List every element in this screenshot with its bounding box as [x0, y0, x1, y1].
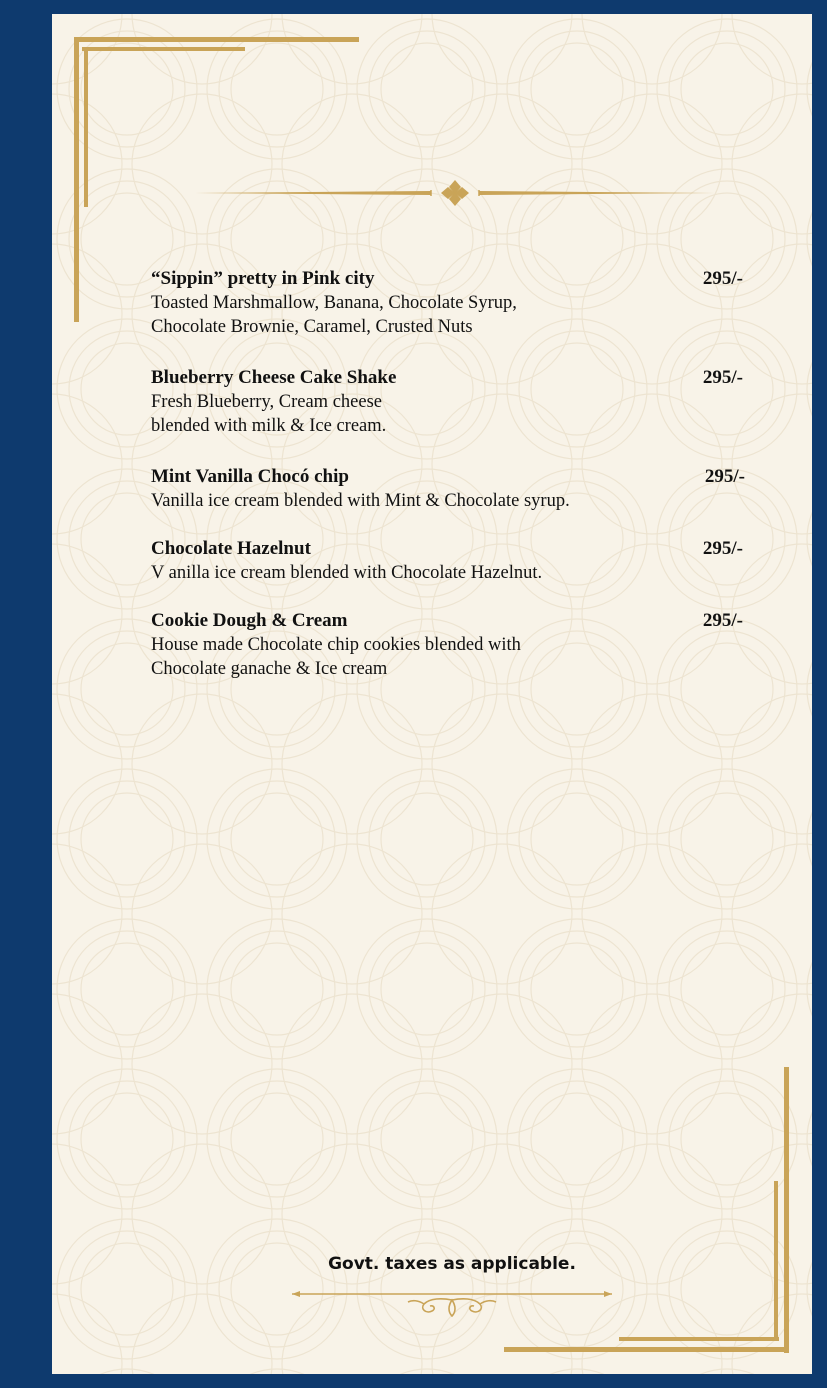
corner-bottom-right-bar-3 [504, 1347, 789, 1352]
menu-page [52, 14, 812, 1374]
item-title: Blueberry Cheese Cake Shake [151, 367, 397, 388]
scroll-ornament-icon [408, 1299, 496, 1316]
corner-top-left-bar-1 [74, 37, 359, 42]
item-title: “Sippin” pretty in Pink city [151, 268, 375, 289]
top-ornament-divider [195, 178, 715, 208]
item-title: Chocolate Hazelnut [151, 538, 311, 559]
corner-top-left-bar-4 [84, 47, 88, 207]
background-pattern [52, 14, 812, 1374]
corner-top-left-bar-2 [82, 47, 245, 51]
menu-item-pink-city [151, 267, 751, 339]
corner-bottom-right-bar-4 [619, 1337, 779, 1341]
item-price: 295/- [704, 466, 745, 487]
menu-item-chocolate-hazelnut [151, 537, 751, 585]
item-price: 295/- [702, 367, 743, 388]
tax-note: Govt. taxes as applicable. [328, 1254, 576, 1274]
bottom-flourish [292, 1284, 612, 1324]
item-desc-line: V anilla ice cream blended with Chocolate Hazelnut. [151, 563, 543, 583]
fleur-icon [441, 180, 469, 206]
corner-bottom-right-bar-1 [784, 1067, 789, 1353]
item-title: Mint Vanilla Chocó chip [151, 466, 349, 487]
item-title: Cookie Dough & Cream [151, 610, 348, 631]
item-desc-line: Chocolate ganache & Ice cream [151, 659, 388, 679]
menu-item-cookie-dough [151, 609, 751, 681]
item-desc-line: Fresh Blueberry, Cream cheese [151, 392, 382, 412]
item-desc-line: House made Chocolate chip cookies blended with [151, 635, 521, 655]
item-desc-line: Toasted Marshmallow, Banana, Chocolate Syrup, [151, 293, 517, 313]
item-price: 295/- [702, 610, 743, 631]
item-price: 295/- [702, 538, 743, 559]
menu-item-blueberry-cheesecake [151, 366, 751, 438]
menu-item-mint-vanilla [151, 465, 751, 513]
item-desc-line: blended with milk & Ice cream. [151, 416, 387, 436]
item-price: 295/- [702, 268, 743, 289]
item-desc-line: Vanilla ice cream blended with Mint & Chocolate syrup. [151, 491, 570, 511]
item-desc-line: Chocolate Brownie, Caramel, Crusted Nuts [151, 317, 473, 337]
corner-top-left-bar-3 [74, 37, 79, 322]
